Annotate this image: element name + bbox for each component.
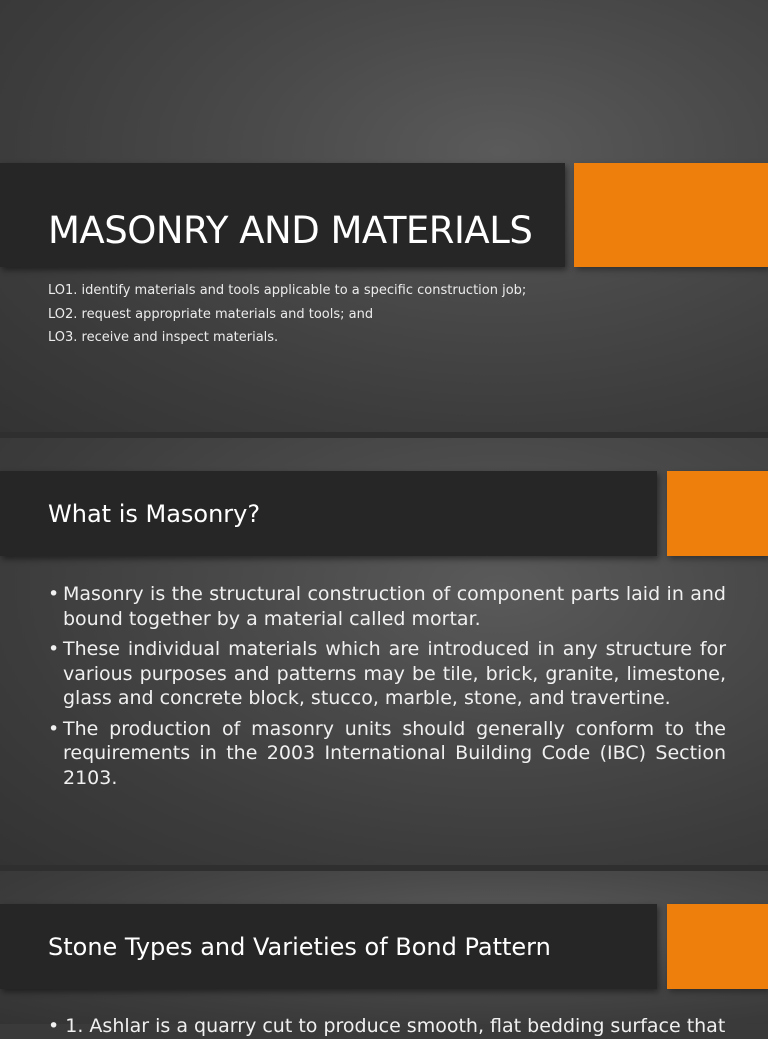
slide-title: Stone Types and Varieties of Bond Pattern	[48, 933, 551, 961]
slide-1	[0, 0, 768, 432]
objective-item: LO2. request appropriate materials and tools; and	[48, 306, 374, 322]
bullet-icon: •	[48, 583, 60, 605]
bullet-text: These individual materials which are introduced in any structure for various purposes and patterns may be tile, brick, granite, limestone, glass and concrete block, stucco, marble, stone, and travertine.	[63, 638, 726, 709]
learning-objectives	[48, 279, 526, 350]
bullet-icon: •	[48, 1015, 60, 1037]
orange-accent-block	[667, 471, 768, 556]
bullet-text: The production of masonry units should generally conform to the requirements in the 2003 International Building Code (IBC) Section 2103.	[63, 717, 726, 789]
bullet-text: 1. Ashlar is a quarry cut to produce smooth, flat bedding surface that	[65, 1015, 726, 1037]
bullet-item	[48, 582, 726, 631]
objective-item: LO1. identify materials and tools applicable to a specific construction job;	[48, 283, 527, 298]
bullet-list	[48, 582, 726, 796]
orange-accent-block	[574, 163, 768, 267]
slide-title: MASONRY AND MATERIALS	[48, 209, 533, 252]
bullet-icon: •	[48, 717, 60, 740]
slide-3	[0, 871, 768, 1037]
bullet-item	[48, 637, 726, 711]
orange-accent-block	[667, 904, 768, 989]
bullet-text: Masonry is the structural construction of component parts laid in and bound together by a material called mortar.	[63, 583, 726, 630]
slide-2	[0, 438, 768, 865]
bullet-icon: •	[48, 638, 60, 660]
objective-item: LO3. receive and inspect materials.	[48, 330, 279, 345]
slide-title: What is Masonry?	[48, 500, 261, 528]
bullet-item	[48, 717, 726, 791]
bullet-item	[48, 1014, 726, 1039]
